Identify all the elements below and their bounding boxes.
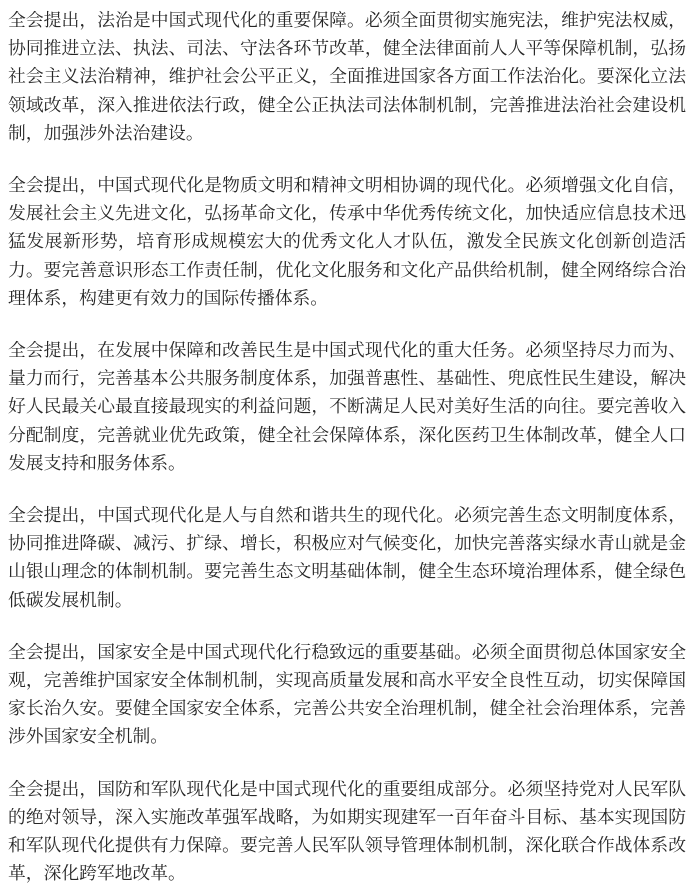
paragraph-rule-of-law: 全会提出，法治是中国式现代化的重要保障。必须全面贯彻实施宪法，维护宪法权威，协同推进立法、执法、司法、守法各环节改革，健全法律面前人人平等保障机制，弘扬社会主义法治精神，维护社会公平正义，全面推进国家各方面工作法治化。要深化立法领域改革，深入推进依法行政，健全公正执法司法体制机制，完善推进法治社会建设机制，加强涉外法治建设。 (8, 10, 686, 143)
paragraph-national-security: 全会提出，国家安全是中国式现代化行稳致远的重要基础。必须全面贯彻总体国家安全观，完善维护国家安全体制机制，实现高质量发展和高水平安全良性互动，切实保障国家长治久安。要健全国家安全体系，完善公共安全治理机制，健全社会治理体系，完善涉外国家安全机制。 (8, 641, 686, 747)
paragraph-livelihood: 全会提出，在发展中保障和改善民生是中国式现代化的重大任务。必须坚持尽力而为、量力而行，完善基本公共服务制度体系，加强普惠性、基础性、兜底性民生建设，解决好人民最关心最直接最现实的利益问题，不断满足人民对美好生活的向往。要完善收入分配制度，完善就业优先政策，健全社会保障体系，深化医药卫生体制改革，健全人口发展支持和服务体系。 (8, 340, 686, 473)
paragraph-ecology: 全会提出，中国式现代化是人与自然和谐共生的现代化。必须完善生态文明制度体系，协同推进降碳、减污、扩绿、增长，积极应对气候变化，加快完善落实绿水青山就是金山银山理念的体制机制。要完善生态文明基础体制，健全生态环境治理体系，健全绿色低碳发展机制。 (8, 505, 686, 610)
paragraph-national-defense: 全会提出，国防和军队现代化是中国式现代化的重要组成部分。必须坚持党对人民军队的绝对领导，深入实施改革强军战略，为如期实现建军一百年奋斗目标、基本实现国防和军队现代化提供有力保障。要完善人民军队领导管理体制机制，深化联合作战体系改革，深化跨军地改革。 (8, 778, 686, 884)
paragraph-culture: 全会提出，中国式现代化是物质文明和精神文明相协调的现代化。必须增强文化自信，发展社会主义先进文化，弘扬革命文化，传承中华优秀传统文化，加快适应信息技术迅猛发展新形势，培育形成规模宏大的优秀文化人才队伍，激发全民族文化创新创造活力。要完善意识形态工作责任制，优化文化服务和文化产品供给机制，健全网络综合治理体系，构建更有效力的国际传播体系。 (8, 175, 686, 308)
